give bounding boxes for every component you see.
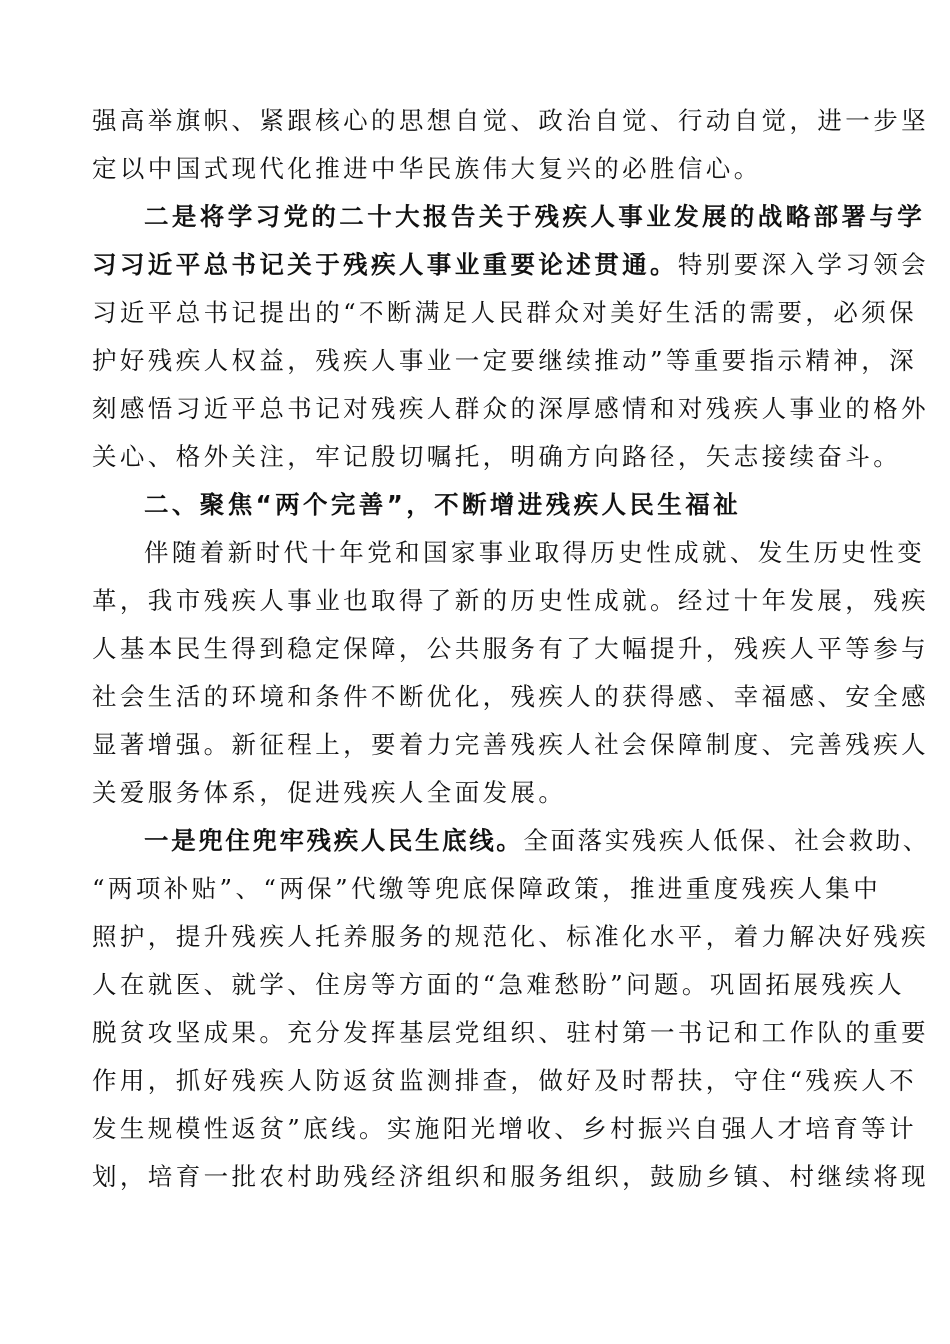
line-continuation: 特别要深入学习领会 bbox=[677, 250, 930, 279]
body-line-1: 强高举旗帜、紧跟核心的思想自觉、政治自觉、行动自觉，进一步坚 bbox=[92, 106, 929, 135]
body-line-23: 划，培育一批农村助残经济组织和服务组织，鼓励乡镇、村继续将现 bbox=[92, 1162, 929, 1191]
body-line-15: 关爱服务体系，促进残疾人全面发展。 bbox=[92, 778, 567, 807]
body-line-7: 刻感悟习近平总书记对残疾人群众的深厚感情和对残疾人事业的格外 bbox=[92, 394, 929, 423]
line-continuation: 全面落实残疾人低保、社会救助、 bbox=[523, 826, 930, 855]
body-line-20: 脱贫攻坚成果。充分发挥基层党组织、驻村第一书记和工作队的重要 bbox=[92, 1018, 929, 1047]
body-line-11: 革，我市残疾人事业也取得了新的历史性成就。经过十年发展，残疾 bbox=[92, 586, 929, 615]
body-line-6: 护好残疾人权益，残疾人事业一定要继续推动”等重要指示精神，深 bbox=[92, 346, 918, 375]
body-line-22: 发生规模性返贫”底线。实施阳光增收、乡村振兴自强人才培育等计 bbox=[92, 1114, 918, 1143]
mixed-line-1 bbox=[92, 241, 930, 289]
body-line-19: 人在就医、就学、住房等方面的“急难愁盼”问题。巩固拓展残疾人 bbox=[92, 970, 906, 999]
body-line-14: 显著增强。新征程上，要着力完善残疾人社会保障制度、完善残疾人 bbox=[92, 730, 929, 759]
body-line-5: 习近平总书记提出的“不断满足人民群众对美好生活的需要，必须保 bbox=[92, 298, 918, 327]
section-heading: 二、聚焦“两个完善”，不断增进残疾人民生福祉 bbox=[144, 490, 742, 519]
body-line-2: 定以中国式现代化推进中华民族伟大复兴的必胜信心。 bbox=[92, 154, 762, 183]
body-line-12: 人基本民生得到稳定保障，公共服务有了大幅提升，残疾人平等参与 bbox=[92, 634, 929, 663]
bold-heading-line-1: 二是将学习党的二十大报告关于残疾人事业发展的战略部署与学 bbox=[144, 202, 926, 231]
body-line-10: 伴随着新时代十年党和国家事业取得历史性成就、发生历史性变 bbox=[144, 538, 926, 567]
body-line-13: 社会生活的环境和条件不断优化，残疾人的获得感、幸福感、安全感 bbox=[92, 682, 929, 711]
bold-heading-lead: 一是兜住兜牢残疾人民生底线。 bbox=[144, 826, 524, 855]
mixed-line-2 bbox=[92, 817, 930, 865]
bold-heading-lead: 习习近平总书记关于残疾人事业重要论述贯通。 bbox=[92, 250, 678, 279]
body-line-17: “两项补贴”、“两保”代缴等兜底保障政策，推进重度残疾人集中 bbox=[92, 874, 882, 903]
body-line-21: 作用，抓好残疾人防返贫监测排查，做好及时帮扶，守住“残疾人不 bbox=[92, 1066, 918, 1095]
body-line-8: 关心、格外关注，牢记殷切嘱托，明确方向路径，矢志接续奋斗。 bbox=[92, 442, 902, 471]
document-page bbox=[92, 97, 930, 1201]
body-line-18: 照护，提升残疾人托养服务的规范化、标准化水平，着力解决好残疾 bbox=[92, 922, 929, 951]
